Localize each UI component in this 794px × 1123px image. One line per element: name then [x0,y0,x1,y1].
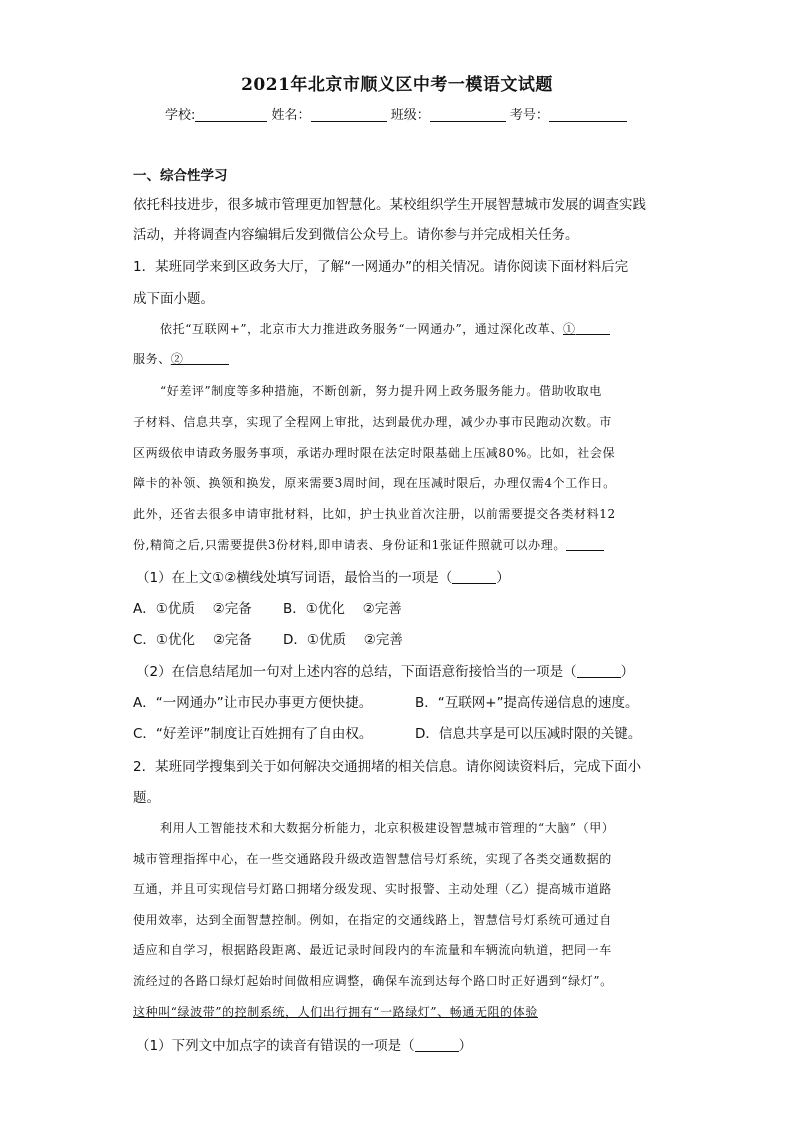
section-intro-line-2: 活动，并将调查内容编辑后发到微信公众号上。请你参与并完成相关任务。 [133,227,579,243]
exam-no-label: 考号： [509,108,549,123]
name-blank[interactable] [311,107,387,122]
blank-marker-2: ② [170,352,184,366]
q1-passage-line-2 [133,350,229,367]
option-d[interactable]: D．信息共享是可以压减时限的关键。 [415,726,642,742]
option-b[interactable]: B．“互联网+”提高传递信息的速度。 [415,695,639,711]
q1-sub2-close: ） [620,664,635,680]
option-c[interactable]: C．“好差评”制度让百姓拥有了自由权。 [133,726,373,742]
blank-marker-1: ① [563,322,576,336]
q1-sub1-options-row-1 [133,597,402,617]
q2-passage-line-5: 适应和自学习，根据路段距离、最近记录时间段内的车流量和车辆流向轨道，把同一车 [133,943,612,957]
q1-sub2-text: （2）在信息结尾加一句对上述内容的总结，下面语意衔接恰当的一项是（ [136,664,577,680]
q2-sub1-text: （1）下列文中加点字的读音有错误的一项是（ [136,1038,415,1054]
option-d[interactable]: D．①优质 ②完善 [283,632,403,648]
section-intro-line-1: 依托科技进步，很多城市管理更加智慧化。某校组织学生开展智慧城市发展的调查实践 [133,197,646,213]
q2-passage-line-2: 城市管理指挥中心，在一些交通路段升级改造智慧信号灯系统，实现了各类交通数据的 [133,852,612,866]
exam-no-blank[interactable] [549,107,627,122]
option-a[interactable]: A．①优质 ②完备 [133,601,252,617]
q1-passage-line-7: 此外，还省去很多申请审批材料，比如，护士执业首次注册，以前需要提交各类材料12 [133,507,616,521]
q1-passage-text: 依托“互联网+”，北京市大力推进政务服务“一网通办”，通过深化改革、 [160,322,563,336]
q1-passage-line-1 [160,320,610,337]
q2-passage-line-6: 流经过的各路口绿灯起始时间做相应调整，确保车流到达每个路口时正好遇到“绿灯”。 [133,974,613,988]
q1-passage-line-4: 子材料、信息共享，实现了全程网上审批，达到最优办理，减少办事市民跑动次数。市 [133,415,612,429]
q1-sub2-stem [136,660,634,680]
q1-sub2-answer-blank[interactable] [577,665,621,678]
student-info-row [165,104,627,123]
option-a[interactable]: A．“一网通办”让市民办事更方便快捷。 [133,695,373,711]
q2-stem-line-1: 2．某班同学搜集到关于如何解决交通拥堵的相关信息。请你阅读资料后，完成下面小 [133,759,642,775]
name-label: 姓名： [271,108,311,123]
q1-sub1-stem [136,566,510,586]
school-label: 学校: [165,108,196,123]
q1-passage-text: 份,精简之后,只需要提供3份材料,即申请表、身份证和1张证件照就可以办理。 [133,538,566,552]
option-b[interactable]: B．①优化 ②完善 [283,601,402,617]
q1-sub2-options-row-1 [133,691,639,711]
class-blank[interactable] [430,107,506,122]
q1-sub1-text: （1）在上文①②横线处填写词语，最恰当的一项是（ [136,570,453,586]
q2-stem-line-2: 题。 [133,790,160,806]
q1-stem-line-1: 1．某班同学来到区政务大厅，了解“一网通办”的相关情况。请你阅读下面材料后完 [133,259,629,275]
exam-title: 2021年北京市顺义区中考一模语文试题 [241,75,553,95]
q2-passage-line-4: 使用效率，达到全面智慧控制。例如，在指定的交通线路上，智慧信号灯系统可通过自 [133,913,612,927]
q1-passage-text: 服务、 [133,352,171,366]
option-c[interactable]: C．①优化 ②完备 [133,632,252,648]
q2-passage-line-7-underlined: 这种叫“绿波带”的控制系统，人们出行拥有“一路绿灯”、畅通无阻的体验 [133,1005,538,1019]
section-heading: 一、综合性学习 [133,168,228,184]
q1-passage-line-5: 区两级依申请政务服务事项，承诺办理时限在法定时限基础上压减80%。比如，社会保 [133,446,616,460]
q1-passage-line-6: 障卡的补领、换领和换发，原来需要3周时间，现在压减时限后，办理仅需4个工作日。 [133,476,616,490]
passage-end-blank[interactable] [566,538,604,551]
q1-sub1-options-row-2 [133,628,403,648]
q1-passage-line-3: “好差评”制度等多种措施，不断创新，努力提升网上政务服务能力。借助收取电 [160,384,602,398]
fill-blank-2[interactable] [183,352,229,365]
q2-sub1-answer-blank[interactable] [415,1039,459,1052]
q1-sub1-close: ） [496,570,510,586]
q2-sub1-stem [136,1034,472,1054]
q1-stem-line-2: 成下面小题。 [133,291,214,307]
q2-passage-line-3: 互通，并且可实现信号灯路口拥堵分级发现、实时报警、主动处理（乙）提高城市道路 [133,882,612,896]
q1-sub1-answer-blank[interactable] [452,571,496,584]
fill-blank-1[interactable] [576,322,610,335]
q1-passage-line-8 [133,536,604,553]
q2-passage-line-1: 利用人工智能技术和大数据分析能力，北京积极建设智慧城市管理的“大脑”（甲） [160,821,615,835]
school-blank[interactable] [195,107,267,122]
class-label: 班级： [390,108,430,123]
q1-sub2-options-row-2 [133,722,641,742]
q2-sub1-close: ） [458,1038,473,1054]
